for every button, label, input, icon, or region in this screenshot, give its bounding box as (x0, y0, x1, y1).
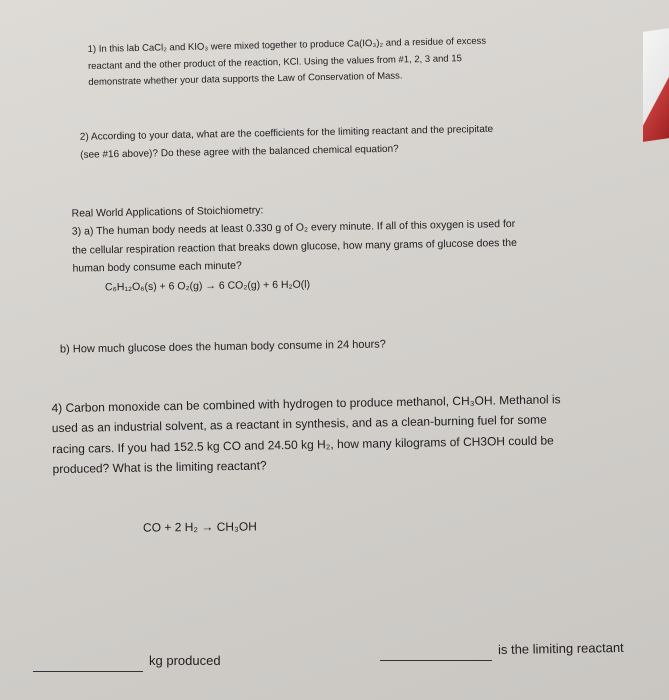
question-2-line: 2) According to your data, what are the coefficients for the limiting reactant and the precipitate (79, 123, 494, 143)
question-1-line: 1) In this lab CaCl₂ and KIO₃ were mixed together to produce Ca(IO₃)₂ and a residue of excess (87, 35, 487, 56)
question-1-line: demonstrate whether your data supports the Law of Conservation of Mass. (88, 70, 403, 89)
question-4-line: produced? What is the limiting reactant? (52, 458, 267, 477)
question-3-line: 3) a) The human body needs at least 0.330 g of O₂ every minute. If all of this oxygen is used for (71, 218, 516, 239)
question-4-line: 4) Carbon monoxide can be combined with hydrogen to produce methanol, CH₃OH. Methanol is (51, 392, 561, 416)
question-3b: b) How much glucose does the human body consume in 24 hours? (59, 338, 386, 356)
question-1-line: reactant and the other product of the reaction, KCl. Using the values from #1, 2, 3 and 15 (87, 52, 462, 72)
kg-answer-blank[interactable] (33, 671, 143, 672)
limiting-reactant-blank[interactable] (380, 660, 492, 661)
question-2-line: (see #16 above)? Do these agree with the balanced chemical equation? (80, 143, 399, 161)
question-1 (88, 32, 569, 92)
question-3-line: the cellular respiration reaction that breaks down glucose, how many grams of glucose does the (72, 236, 517, 257)
question-3 (71, 195, 607, 278)
question-4-line: racing cars. If you had 152.5 kg CO and 24.50 kg H₂, how many kilograms of CH3OH could be (52, 433, 554, 456)
question-2 (80, 119, 581, 165)
question-3-line: human body consume each minute? (72, 259, 242, 275)
respiration-equation: C₆H₁₂O₆(s) + 6 O₂(g) → 6 CO₂(g) + 6 H₂O(l) (104, 278, 311, 294)
methanol-equation: CO + 2 H₂ → CH₃OH (142, 519, 257, 535)
kg-produced-label: kg produced (149, 653, 221, 668)
limiting-reactant-label: is the limiting reactant (497, 639, 624, 658)
page-corner-background (643, 28, 669, 142)
section-heading: Real World Applications of Stoichiometry: (71, 204, 264, 220)
question-4-line: used as an industrial solvent, as a reactant in synthesis, and as a clean-burning fuel for some (51, 412, 547, 436)
question-4 (51, 388, 642, 480)
